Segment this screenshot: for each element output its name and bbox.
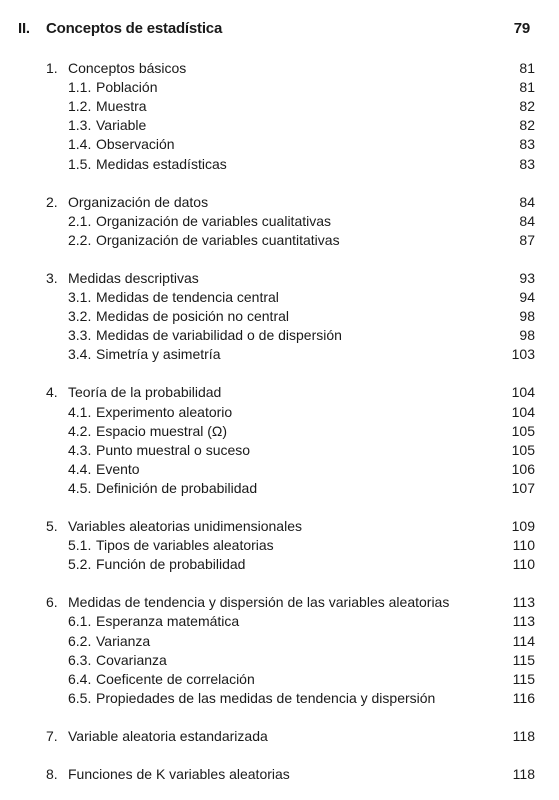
toc-subsection-entry xyxy=(0,460,559,479)
entry-title: Coeficente de correlación xyxy=(96,670,255,687)
entry-title: Medidas descriptivas xyxy=(68,269,199,286)
entry-title: Organización de variables cuantitativas xyxy=(96,231,340,248)
entry-title: Espacio muestral (Ω) xyxy=(96,422,228,439)
toc-subsection-entry xyxy=(0,135,559,154)
entry-number: 4.2. xyxy=(68,422,92,439)
entry-title: Conceptos básicos xyxy=(68,60,187,76)
entry-page: 82 xyxy=(519,98,535,115)
entry-title: Observación xyxy=(96,136,175,153)
toc-section-entry xyxy=(0,765,559,784)
part-number: II. xyxy=(18,20,30,37)
entry-number: 2.1. xyxy=(68,212,92,229)
toc-subsection-entry xyxy=(0,116,559,135)
entry-page: 118 xyxy=(512,727,535,744)
toc-subsection-entry xyxy=(0,307,559,326)
entry-title: Punto muestral o suceso xyxy=(96,441,251,458)
toc-subsection-entry xyxy=(0,479,559,498)
entry-page: 106 xyxy=(511,460,535,477)
toc-section-entry xyxy=(0,727,559,746)
entry-page: 81 xyxy=(519,79,535,96)
entry-title: Definición de probabilidad xyxy=(96,479,258,496)
entry-title: Simetría y asimetría xyxy=(96,346,221,363)
toc-section-entry xyxy=(0,593,559,612)
entry-page: 84 xyxy=(519,193,535,210)
part-title: Conceptos de estadística xyxy=(46,20,223,37)
entry-title: Organización de variables cualitativas xyxy=(96,212,332,229)
toc-section-entry xyxy=(0,383,559,402)
entry-number: 6. xyxy=(46,594,58,611)
entry-number: 1.1. xyxy=(68,79,92,96)
entry-title: Organización de datos xyxy=(68,193,209,210)
entry-number: 4.4. xyxy=(68,460,92,477)
entry-title: Variable aleatoria estandarizada xyxy=(68,727,268,744)
entry-page: 116 xyxy=(512,689,535,706)
entry-title: Medidas de tendencia y dispersión de las variables aleatorias xyxy=(68,594,450,611)
entry-page: 113 xyxy=(512,613,535,630)
entry-title: Medidas de variabilidad o de dispersión xyxy=(96,327,342,344)
entry-title: Esperanza matemática xyxy=(96,613,240,630)
toc-subsection-entry xyxy=(0,212,559,231)
entry-page: 115 xyxy=(512,651,535,668)
entry-page: 98 xyxy=(519,327,535,344)
entry-number: 7. xyxy=(46,727,58,744)
entry-number: 6.4. xyxy=(68,670,92,687)
entry-title: Propiedades de las medidas de tendencia y dispersión xyxy=(96,689,436,706)
entry-number: 6.1. xyxy=(68,613,92,630)
entry-page: 113 xyxy=(512,594,535,611)
toc-subsection-entry xyxy=(0,670,559,689)
entry-number: 2. xyxy=(46,193,58,210)
entry-page: 83 xyxy=(519,136,535,153)
entry-title: Teoría de la probabilidad xyxy=(68,384,222,401)
entry-page: 110 xyxy=(512,556,535,573)
entry-page: 115 xyxy=(512,670,535,687)
toc-subsection-entry xyxy=(0,651,559,670)
entry-number: 6.2. xyxy=(68,632,92,649)
toc-subsection-entry xyxy=(0,288,559,307)
toc-subsection-entry xyxy=(0,78,559,97)
entry-title: Tipos de variables aleatorias xyxy=(96,537,274,554)
entry-title: Experimento aleatorio xyxy=(96,403,233,420)
entry-number: 3.1. xyxy=(68,289,92,305)
entry-number: 1.5. xyxy=(68,155,92,172)
entry-page: 105 xyxy=(511,422,535,439)
entry-page: 81 xyxy=(519,60,535,76)
toc-subsection-entry xyxy=(0,689,559,708)
entry-number: 5.2. xyxy=(68,556,92,573)
toc-subsection-entry xyxy=(0,555,559,574)
entry-number: 1. xyxy=(46,60,58,76)
entry-page: 109 xyxy=(511,518,535,534)
entry-number: 1.2. xyxy=(68,98,92,115)
entry-page: 98 xyxy=(519,308,535,325)
entry-title: Función de probabilidad xyxy=(96,556,246,573)
entry-title: Evento xyxy=(96,460,140,477)
entry-number: 5. xyxy=(46,518,58,534)
entry-page: 84 xyxy=(519,212,535,229)
entry-title: Población xyxy=(96,79,158,96)
entry-title: Covarianza xyxy=(96,651,167,668)
toc-subsection-entry xyxy=(0,326,559,345)
entry-page: 87 xyxy=(519,231,535,248)
entry-number: 3.2. xyxy=(68,308,92,325)
entry-number: 3.4. xyxy=(68,346,92,363)
toc-subsection-entry xyxy=(0,422,559,441)
entry-page: 83 xyxy=(519,155,535,172)
entry-page: 118 xyxy=(512,766,535,782)
entry-title: Medidas de posición no central xyxy=(96,308,290,325)
entry-number: 8. xyxy=(46,766,58,782)
entry-page: 104 xyxy=(511,403,535,420)
toc-section-entry xyxy=(0,269,559,288)
toc-subsection-entry xyxy=(0,632,559,651)
toc-subsection-entry xyxy=(0,536,559,555)
toc-subsection-entry xyxy=(0,403,559,422)
entry-title: Funciones de K variables aleatorias xyxy=(68,766,290,782)
toc-subsection-entry xyxy=(0,155,559,174)
entry-number: 6.5. xyxy=(68,689,92,706)
entry-title: Varianza xyxy=(96,632,151,649)
toc-section-entry xyxy=(0,59,559,78)
entry-number: 2.2. xyxy=(68,231,92,248)
entry-number: 4. xyxy=(46,384,58,401)
entry-page: 94 xyxy=(519,289,535,305)
entry-page: 104 xyxy=(511,384,535,401)
entry-title: Variables aleatorias unidimensionales xyxy=(68,518,302,534)
entry-page: 105 xyxy=(511,441,535,458)
toc-section-entry xyxy=(0,517,559,536)
entry-page: 103 xyxy=(511,346,535,363)
toc-section-entry xyxy=(0,193,559,212)
entry-title: Medidas de tendencia central xyxy=(96,289,279,305)
entry-number: 3.3. xyxy=(68,327,92,344)
entry-page: 107 xyxy=(511,479,535,496)
entry-page: 82 xyxy=(519,117,535,134)
entry-title: Variable xyxy=(96,117,147,134)
entry-number: 5.1. xyxy=(68,537,92,554)
entry-number: 3. xyxy=(46,269,58,286)
entry-number: 6.3. xyxy=(68,651,92,668)
entry-title: Medidas estadísticas xyxy=(96,155,227,172)
toc-subsection-entry xyxy=(0,612,559,631)
part-page: 79 xyxy=(513,20,530,37)
entry-number: 1.4. xyxy=(68,136,92,153)
entry-number: 1.3. xyxy=(68,117,92,134)
entry-page: 114 xyxy=(512,632,535,649)
entry-page: 93 xyxy=(519,269,535,286)
entry-page: 110 xyxy=(512,537,535,554)
entry-number: 4.1. xyxy=(68,403,92,420)
toc-subsection-entry xyxy=(0,97,559,116)
entry-number: 4.3. xyxy=(68,441,92,458)
entry-title: Muestra xyxy=(96,98,147,115)
entry-number: 4.5. xyxy=(68,479,92,496)
toc-subsection-entry xyxy=(0,441,559,460)
toc-subsection-entry xyxy=(0,345,559,364)
toc-subsection-entry xyxy=(0,231,559,250)
